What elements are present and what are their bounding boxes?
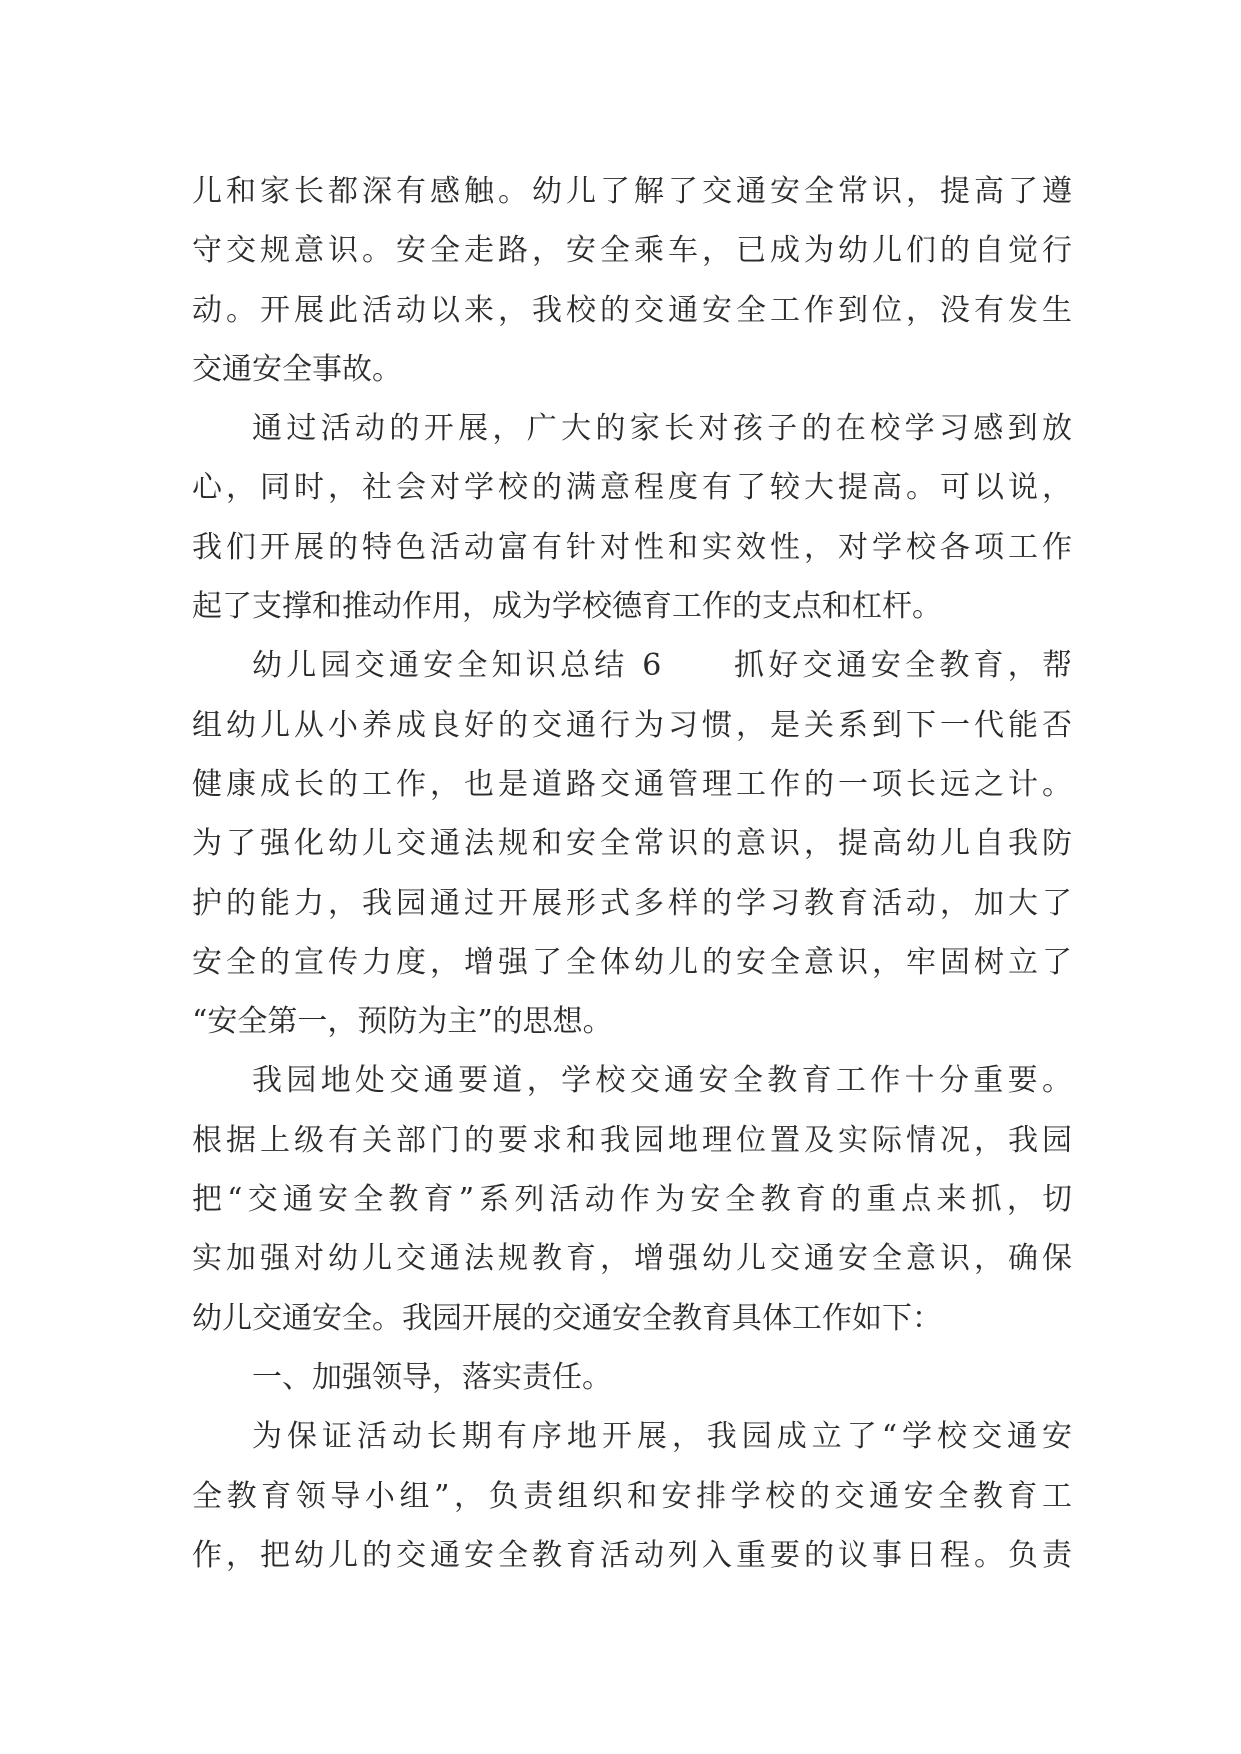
- text-line: 起了支撑和推动作用，成为学校德育工作的支点和杠杆。: [192, 589, 942, 625]
- text-line: 全教育领导小组”，负责组织和安排学校的交通安全教育工: [192, 1478, 1072, 1514]
- text-line: 为了强化幼儿交通法规和安全常识的意识，提高幼儿自我防: [192, 826, 1072, 862]
- body-text: [192, 162, 1072, 1585]
- section-heading: 一、加强领导，落实责任。: [252, 1359, 612, 1395]
- text-line: 交通安全事故。: [192, 351, 402, 387]
- text-line: 守交规意识。安全走路，安全乘车，已成为幼儿们的自觉行: [192, 233, 1072, 269]
- text-line: 把“交通安全教育”系列活动作为安全教育的重点来抓，切: [192, 1182, 1072, 1218]
- text-line: 组幼儿从小养成良好的交通行为习惯，是关系到下一代能否: [192, 707, 1072, 743]
- text-line: 通过活动的开展，广大的家长对孩子的在校学习感到放: [252, 411, 1072, 447]
- text-line: “安全第一，预防为主”的思想。: [192, 1004, 613, 1040]
- text-line: 安全的宣传力度，增强了全体幼儿的安全意识，牢固树立了: [192, 944, 1072, 980]
- text-line: 根据上级有关部门的要求和我园地理位置及实际情况，我园: [192, 1122, 1072, 1158]
- text-line: 健康成长的工作，也是道路交通管理工作的一项长远之计。: [192, 766, 1072, 802]
- text-line: 作，把幼儿的交通安全教育活动列入重要的议事日程。负责: [192, 1537, 1072, 1573]
- text-line: 为保证活动长期有序地开展，我园成立了“学校交通安: [252, 1419, 1072, 1455]
- text-line: 心，同时，社会对学校的满意程度有了较大提高。可以说，: [192, 470, 1072, 506]
- text-line: 幼儿交通安全。我园开展的交通安全教育具体工作如下：: [192, 1300, 942, 1336]
- text-line: 护的能力，我园通过开展形式多样的学习教育活动，加大了: [192, 885, 1072, 921]
- text-line: 幼儿园交通安全知识总结 6 抓好交通安全教育，帮: [252, 648, 1072, 684]
- text-line: 实加强对幼儿交通法规教育，增强幼儿交通安全意识，确保: [192, 1241, 1072, 1277]
- text-line: 我园地处交通要道，学校交通安全教育工作十分重要。: [252, 1063, 1072, 1099]
- text-line: 我们开展的特色活动富有针对性和实效性，对学校各项工作: [192, 529, 1072, 565]
- text-line: 儿和家长都深有感触。幼儿了解了交通安全常识，提高了遵: [192, 174, 1072, 209]
- text-line: 动。开展此活动以来，我校的交通安全工作到位，没有发生: [192, 292, 1072, 328]
